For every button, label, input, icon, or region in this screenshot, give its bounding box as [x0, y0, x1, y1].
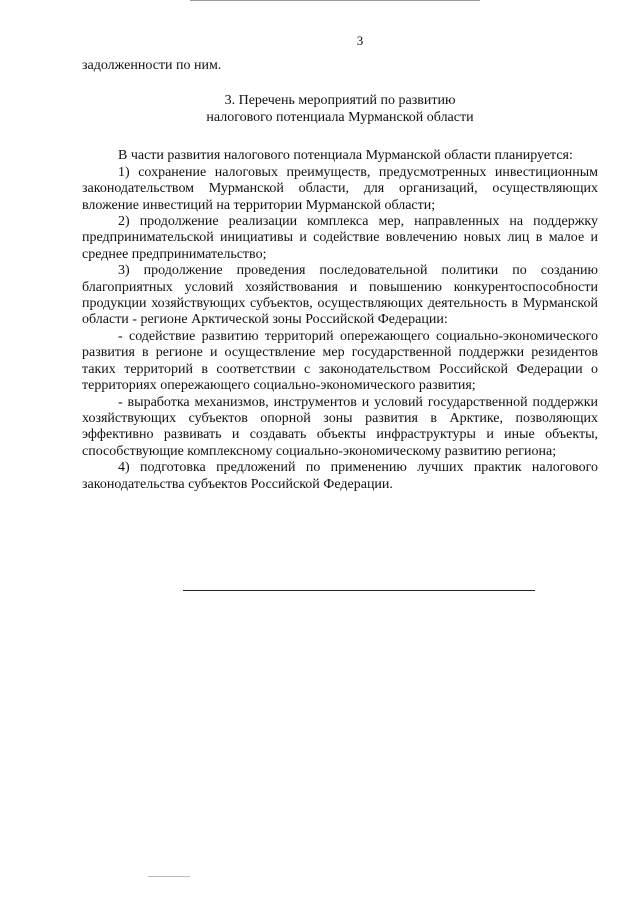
end-of-text-rule	[183, 590, 535, 591]
section-heading-line-1: 3. Перечень мероприятий по развитию	[224, 93, 456, 109]
list-item-3-subpoint-1: - содействие развитию территорий опережающего социально-экономического развития в регионе и осуществление мер государственной поддержки резидентов таких территорий в соответствии с законодательством Российской Федерации о территориях опережающего социально-экономического развития;	[82, 328, 598, 394]
section-heading	[82, 92, 598, 126]
continuation-text: задолженности по ним.	[82, 58, 222, 73]
document-body	[82, 58, 598, 493]
list-item-3: 3) продолжение проведения последовательной политики по созданию благоприятных условий хозяйствования и повышению конкурентоспособности продукции хозяйствующих субъектов, осуществляющих деятельность в Мурманской области - регионе Арктической зоны Российской Федерации:	[82, 263, 598, 328]
page-number: 3	[356, 33, 364, 48]
list-item-4: 4) подготовка предложений по применению лучших практик налогового законодательства субъектов Российской Федерации.	[82, 460, 598, 492]
list-item-3-subpoint-2: - выработка механизмов, инструментов и условий государственной поддержки хозяйствующих субъектов опорной зоны развития в Арктике, позволяющих эффективно развивать и создавать объекты инфраструктуры и иные объекты, способствующие комплексному социально-экономическому развитию региона;	[82, 394, 598, 459]
intro-paragraph: В части развития налогового потенциала Мурманской области планируется:	[118, 148, 573, 164]
footer-mark-line	[148, 876, 190, 877]
list-item-1: 1) сохранение налоговых преимуществ, предусмотренных инвестиционным законодательством Мурманской области, для организаций, осуществляющих вложение инвестиций на территории Мурманской области;	[82, 164, 598, 213]
scan-edge-line	[190, 0, 480, 1]
section-heading-line-2: налогового потенциала Мурманской области	[206, 110, 474, 126]
list-item-2: 2) продолжение реализации комплекса мер, направленных на поддержку предпринимательской инициативы и содействие вовлечению новых лиц в малое и среднее предпринимательство;	[82, 214, 598, 262]
